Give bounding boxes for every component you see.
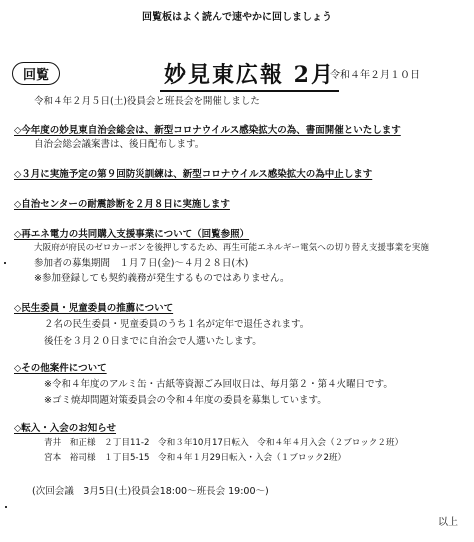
page-title: 妙見東広報 2月 — [160, 58, 339, 92]
scan-speck — [5, 506, 7, 508]
section-line: 自治会総会議案書は、後日配布します。 — [34, 139, 205, 150]
next-meeting-note: (次回会議 3月5日(土)役員会18:00～班長会 19:00～) — [32, 486, 269, 497]
section-line: 大阪府が府民のゼロカーボンを後押しするため、再生可能エネルギー電気への切り替え支援事業を実施 — [34, 243, 429, 253]
section-line: 青井 和正様 ２丁目11-2 令和３年10月17日転入 令和４年４月入会（２ブロック２班） — [44, 438, 404, 448]
issue-date: 令和４年２月１０日 — [330, 70, 420, 81]
kairan-badge: 回覧 — [12, 62, 60, 85]
scan-speck — [4, 262, 6, 264]
section-line: 宮本 裕司様 １丁目5-15 令和４年１月29日転入・入会（１ブロック2班） — [44, 453, 347, 463]
section-line: ２名の民生委員・児童委員のうち１名が定年で退任されます。 — [44, 319, 310, 330]
intro-text: 令和４年２月５日(土)役員会と班長会を開催しました — [34, 96, 260, 107]
section-heading-inspection: ◇自治センターの耐震診断を２月８日に実施します — [14, 199, 230, 210]
closing-text: 以上 — [438, 517, 458, 528]
section-heading-welfare: ◇民生委員・児童委員の推薦について — [14, 303, 174, 314]
top-note: 回覧板はよく読んで速やかに回しましょう — [142, 12, 332, 23]
section-line: ※参加登録しても契約義務が発生するものではありません。 — [34, 273, 290, 284]
section-line: 後任を３月２０日までに自治会で人選いたします。 — [44, 336, 262, 347]
section-line: 参加者の募集期間 １月７日(金)～４月２８日(木) — [34, 258, 249, 269]
section-heading-general-meeting: ◇今年度の妙見東自治会総会は、新型コロナウイルス感染拡大の為、書面開催といたします — [14, 125, 401, 136]
section-heading-drill: ◇３月に実施予定の第９回防災訓練は、新型コロナウイルス感染拡大の為中止します — [14, 169, 373, 180]
section-line: ※ゴミ焼却問題対策委員会の令和４年度の委員を募集しています。 — [44, 395, 327, 406]
section-heading-moving-in: ◇転入・入会のお知らせ — [14, 423, 117, 434]
section-heading-other: ◇その他案件について — [14, 363, 107, 374]
section-heading-renewable: ◇再エネ電力の共同購入支援事業について（回覧参照） — [14, 229, 250, 240]
section-line: ※令和４年度のアルミ缶・古紙等資源ごみ回収日は、毎月第２・第４火曜日です。 — [44, 379, 393, 390]
